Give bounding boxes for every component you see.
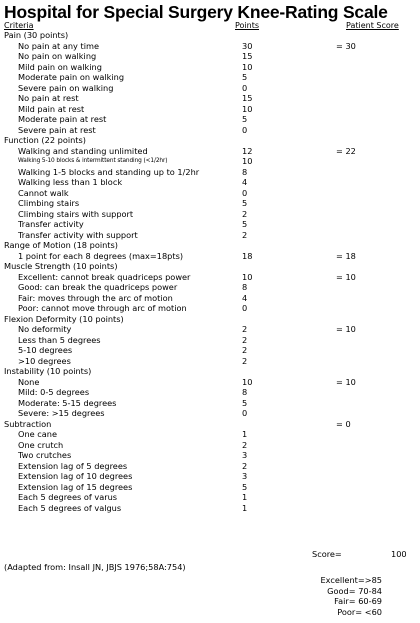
- points-value: 10: [242, 103, 253, 114]
- patient-score-value: = 30: [336, 40, 356, 51]
- points-value: 8: [242, 387, 248, 397]
- criteria-label: Severe: >15 degrees: [18, 408, 105, 418]
- criteria-row: [0, 440, 420, 451]
- criteria-label: >10 degrees: [18, 355, 71, 366]
- criteria-label: Moderate pain on walking: [18, 72, 125, 82]
- criteria-label: Extension lag of 15 degrees: [18, 481, 133, 492]
- criteria-label: Mild pain at rest: [18, 103, 85, 114]
- criteria-row: [0, 408, 420, 419]
- citation: (Adapted from: Insall JN, JBJS 1976;58A:754): [4, 562, 186, 572]
- criteria-label: Walking less than 1 block: [18, 177, 123, 187]
- criteria-label: No pain at any time: [18, 40, 99, 51]
- criteria-label: Cannot walk: [18, 187, 69, 198]
- points-value: 8: [242, 282, 248, 292]
- criteria-label: None: [18, 376, 40, 387]
- patient-score-value: = 10: [336, 271, 356, 282]
- criteria-label: Transfer activity: [18, 219, 84, 229]
- criteria-label: One cane: [18, 429, 58, 439]
- criteria-label: Fair: moves through the arc of motion: [18, 292, 173, 303]
- criteria-row: [0, 167, 420, 178]
- criteria-row: [0, 83, 420, 94]
- criteria-row: [0, 209, 420, 220]
- criteria-row: [0, 177, 420, 188]
- criteria-row: [0, 503, 420, 514]
- criteria-row: [0, 324, 420, 335]
- patient-score-value: = 18: [336, 250, 356, 261]
- criteria-row: [0, 429, 420, 440]
- points-value: 1: [242, 429, 248, 439]
- points-value: 10: [242, 271, 253, 282]
- criteria-row: [0, 471, 420, 482]
- criteria-row: [0, 272, 420, 283]
- points-value: 8: [242, 166, 248, 177]
- points-value: 5: [242, 198, 248, 208]
- section-heading-row: [0, 366, 420, 377]
- header-patient-score: Patient Score: [346, 21, 399, 30]
- patient-score-value: = 0: [336, 418, 351, 429]
- criteria-label: Range of Motion (18 points): [4, 240, 118, 250]
- criteria-row: [0, 125, 420, 136]
- criteria-row: [0, 156, 420, 167]
- grade-good: Good= 70-84: [327, 585, 382, 596]
- points-value: 3: [242, 471, 248, 481]
- criteria-label: Walking and standing unlimited: [18, 145, 148, 156]
- criteria-row: [0, 114, 420, 125]
- points-value: 0: [242, 82, 248, 93]
- criteria-label: Walking 1-5 blocks and standing up to 1/2hr: [18, 166, 200, 177]
- criteria-label: 1 point for each 8 degrees (max=18pts): [18, 250, 184, 261]
- criteria-row: [0, 335, 420, 346]
- section-heading-row: [0, 135, 420, 146]
- criteria-row: [0, 282, 420, 293]
- section-heading-row: [0, 419, 420, 430]
- criteria-row: [0, 377, 420, 388]
- points-value: 4: [242, 177, 248, 187]
- criteria-row: [0, 398, 420, 409]
- patient-score-value: = 22: [336, 145, 356, 156]
- criteria-row: [0, 450, 420, 461]
- criteria-label: Pain (30 points): [4, 30, 69, 40]
- criteria-label: One crutch: [18, 439, 64, 450]
- grade-legend: [270, 575, 382, 617]
- criteria-row: [0, 345, 420, 356]
- criteria-label: Mild pain on walking: [18, 61, 102, 72]
- criteria-label: Moderate: 5-15 degrees: [18, 397, 117, 408]
- points-value: 1: [242, 492, 248, 502]
- criteria-row: [0, 482, 420, 493]
- section-heading-row: [0, 30, 420, 41]
- points-value: 1: [242, 502, 248, 513]
- criteria-row: [0, 251, 420, 262]
- criteria-label: Less than 5 degrees: [18, 334, 101, 345]
- criteria-label: Excellent: cannot break quadriceps power: [18, 271, 191, 282]
- points-value: 15: [242, 93, 253, 103]
- points-value: 0: [242, 303, 248, 313]
- criteria-row: [0, 356, 420, 367]
- criteria-row: [0, 303, 420, 314]
- points-value: 5: [242, 114, 248, 124]
- points-value: 18: [242, 250, 253, 261]
- points-value: 30: [242, 40, 253, 51]
- patient-score-value: = 10: [336, 324, 356, 334]
- total-score-label: Score=: [312, 549, 342, 559]
- section-heading-row: [0, 314, 420, 325]
- criteria-row: [0, 461, 420, 472]
- criteria-label: No pain on walking: [18, 51, 97, 61]
- criteria-label: Poor: cannot move through arc of motion: [18, 303, 187, 313]
- points-value: 0: [242, 124, 248, 135]
- criteria-row: [0, 41, 420, 52]
- criteria-row: [0, 188, 420, 199]
- points-value: 15: [242, 51, 253, 61]
- points-value: 2: [242, 439, 248, 450]
- criteria-label: 5-10 degrees: [18, 345, 73, 355]
- points-value: 10: [242, 61, 253, 72]
- criteria-label: Good: can break the quadriceps power: [18, 282, 178, 292]
- criteria-row: [0, 492, 420, 503]
- points-value: 0: [242, 408, 248, 418]
- criteria-row: [0, 93, 420, 104]
- grade-excellent: Excellent=>85: [320, 575, 382, 585]
- criteria-label: Climbing stairs: [18, 198, 80, 208]
- criteria-label: Two crutches: [18, 450, 72, 460]
- criteria-label: Each 5 degrees of varus: [18, 492, 118, 502]
- criteria-row: [0, 146, 420, 157]
- criteria-row: [0, 72, 420, 83]
- points-value: 3: [242, 450, 248, 460]
- criteria-row: [0, 219, 420, 230]
- points-value: 5: [242, 397, 248, 408]
- criteria-label: Extension lag of 10 degrees: [18, 471, 133, 481]
- criteria-label: Transfer activity with support: [18, 229, 138, 240]
- criteria-row: [0, 62, 420, 73]
- criteria-label: Moderate pain at rest: [18, 114, 107, 124]
- points-value: 2: [242, 355, 248, 366]
- points-value: 2: [242, 229, 248, 240]
- criteria-label: Instability (10 points): [4, 366, 92, 376]
- page-title: Hospital for Special Surgery Knee-Rating Scale: [4, 2, 388, 22]
- grade-fair: Fair= 60-69: [334, 596, 382, 606]
- criteria-table: [0, 30, 420, 513]
- criteria-label: Flexion Deformity (10 points): [4, 313, 124, 324]
- criteria-label: Subtraction: [4, 418, 52, 429]
- points-value: 0: [242, 187, 248, 198]
- points-value: 10: [242, 376, 253, 387]
- criteria-label: No deformity: [18, 324, 72, 334]
- points-value: 5: [242, 219, 248, 229]
- criteria-label: Walking 5-10 blocks & intermittent standing (<1/2hr): [18, 158, 168, 164]
- criteria-label: Climbing stairs with support: [18, 208, 134, 219]
- criteria-row: [0, 198, 420, 209]
- points-value: 10: [242, 156, 253, 166]
- points-value: 4: [242, 292, 248, 303]
- points-value: 2: [242, 460, 248, 471]
- points-value: 5: [242, 72, 248, 82]
- points-value: 12: [242, 145, 253, 156]
- header-points: Points: [235, 21, 260, 30]
- total-score-value: 100: [391, 549, 407, 559]
- criteria-row: [0, 104, 420, 115]
- criteria-label: Function (22 points): [4, 135, 86, 145]
- criteria-row: [0, 293, 420, 304]
- points-value: 2: [242, 324, 248, 334]
- criteria-label: Muscle Strength (10 points): [4, 261, 118, 271]
- criteria-row: [0, 230, 420, 241]
- points-value: 2: [242, 334, 248, 345]
- header-criteria: Criteria: [4, 21, 34, 30]
- criteria-row: [0, 51, 420, 62]
- criteria-label: Severe pain at rest: [18, 124, 96, 135]
- section-heading-row: [0, 240, 420, 251]
- points-value: 5: [242, 481, 248, 492]
- criteria-row: [0, 387, 420, 398]
- criteria-label: Each 5 degrees of valgus: [18, 502, 122, 513]
- criteria-label: No pain at rest: [18, 93, 79, 103]
- points-value: 2: [242, 208, 248, 219]
- section-heading-row: [0, 261, 420, 272]
- criteria-label: Severe pain on walking: [18, 82, 114, 93]
- patient-score-value: = 10: [336, 376, 356, 387]
- criteria-label: Mild: 0-5 degrees: [18, 387, 90, 397]
- grade-poor: Poor= <60: [337, 606, 382, 617]
- criteria-label: Extension lag of 5 degrees: [18, 460, 128, 471]
- points-value: 2: [242, 345, 248, 355]
